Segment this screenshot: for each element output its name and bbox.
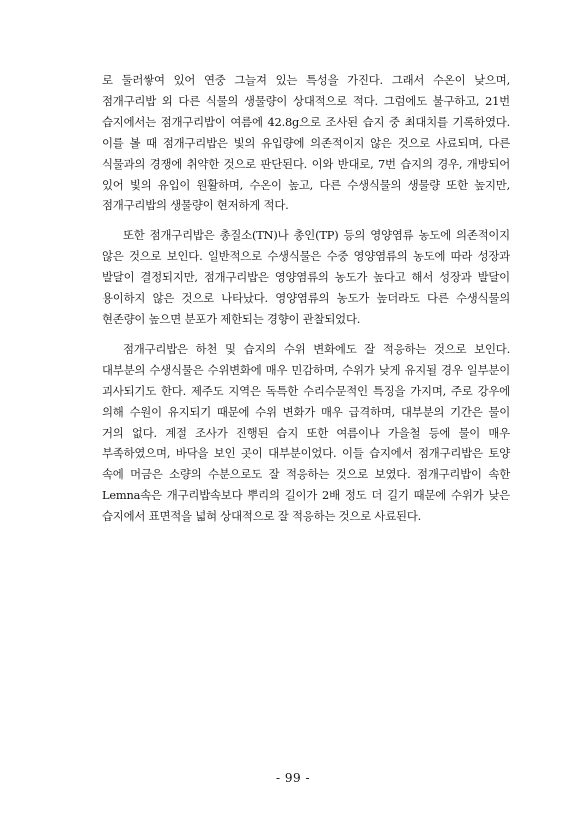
body-text — [102, 70, 510, 527]
paragraph-1: 로 둘러쌓여 있어 연중 그늘져 있는 특성을 가진다. 그래서 수온이 낮으며, 점개구리밥 외 다른 식물의 생물량이 상대적으로 적다. 그럼에도 불구하고, 21번 습지에서는 점개구리밥이 여름에 42.8g으로 조사된 습지 중 최대치를 기록하였다. 이를 볼 때 점개구리밥은 빛의 유입량에 의존적이지 않은 것으로 사료되며, 다른 식물과의 경쟁에 취약한 것으로 판단된다. 이와 반대로, 7번 습지의 경우, 개방되어 있어 빛의 유입이 원활하며, 수온이 높고, 다른 수생식물의 생물량 또한 높지만, 점개구리밥의 생물량이 현저하게 적다. — [102, 73, 510, 213]
page-number: - 99 - — [275, 771, 310, 785]
paragraph-3: 점개구리밥은 하천 및 습지의 수위 변화에도 잘 적응하는 것으로 보인다. 대부분의 수생식물은 수위변화에 매우 민감하며, 수위가 낮게 유지될 경우 일부분이 괴사되기도 한다. 제주도 지역은 독특한 수리수문적인 특징을 가지며, 주로 강우에 의해 수원이 유지되기 때문에 수위 변화가 매우 급격하며, 대부분의 기간은 물이 거의 없다. 계절 조사가 진행된 습지 또한 여름이나 가을철 등에 물이 매우 부족하였으며, 바닥을 보인 곳이 대부분이었다. 이들 습지에서 점개구리밥은 토양 속에 머금은 소량의 수분으로도 잘 적응하는 것으로 보였다. 점개구리밥이 속한 Lemna속은 개구리밥속보다 뿌리의 길이가 2배 정도 더 길기 때문에 수위가 낮은 습지에서 표면적을 넓혀 상대적으로 잘 적응하는 것으로 사료된다. — [102, 341, 510, 524]
paragraph-2: 또한 점개구리밥은 총질소(TN)나 총인(TP) 등의 영양염류 농도에 의존적이지 않은 것으로 보인다. 일반적으로 수생식물은 수중 영양염류의 농도에 따라 성장과 발달이 결정되지만, 점개구리밥은 영양염류의 농도가 높다고 해서 성장과 발달이 용이하지 않은 것으로 나타났다. 영양염류의 농도가 높더라도 다른 수생식물의 현존량이 높으면 분포가 제한되는 경향이 관찰되었다. — [102, 228, 510, 326]
